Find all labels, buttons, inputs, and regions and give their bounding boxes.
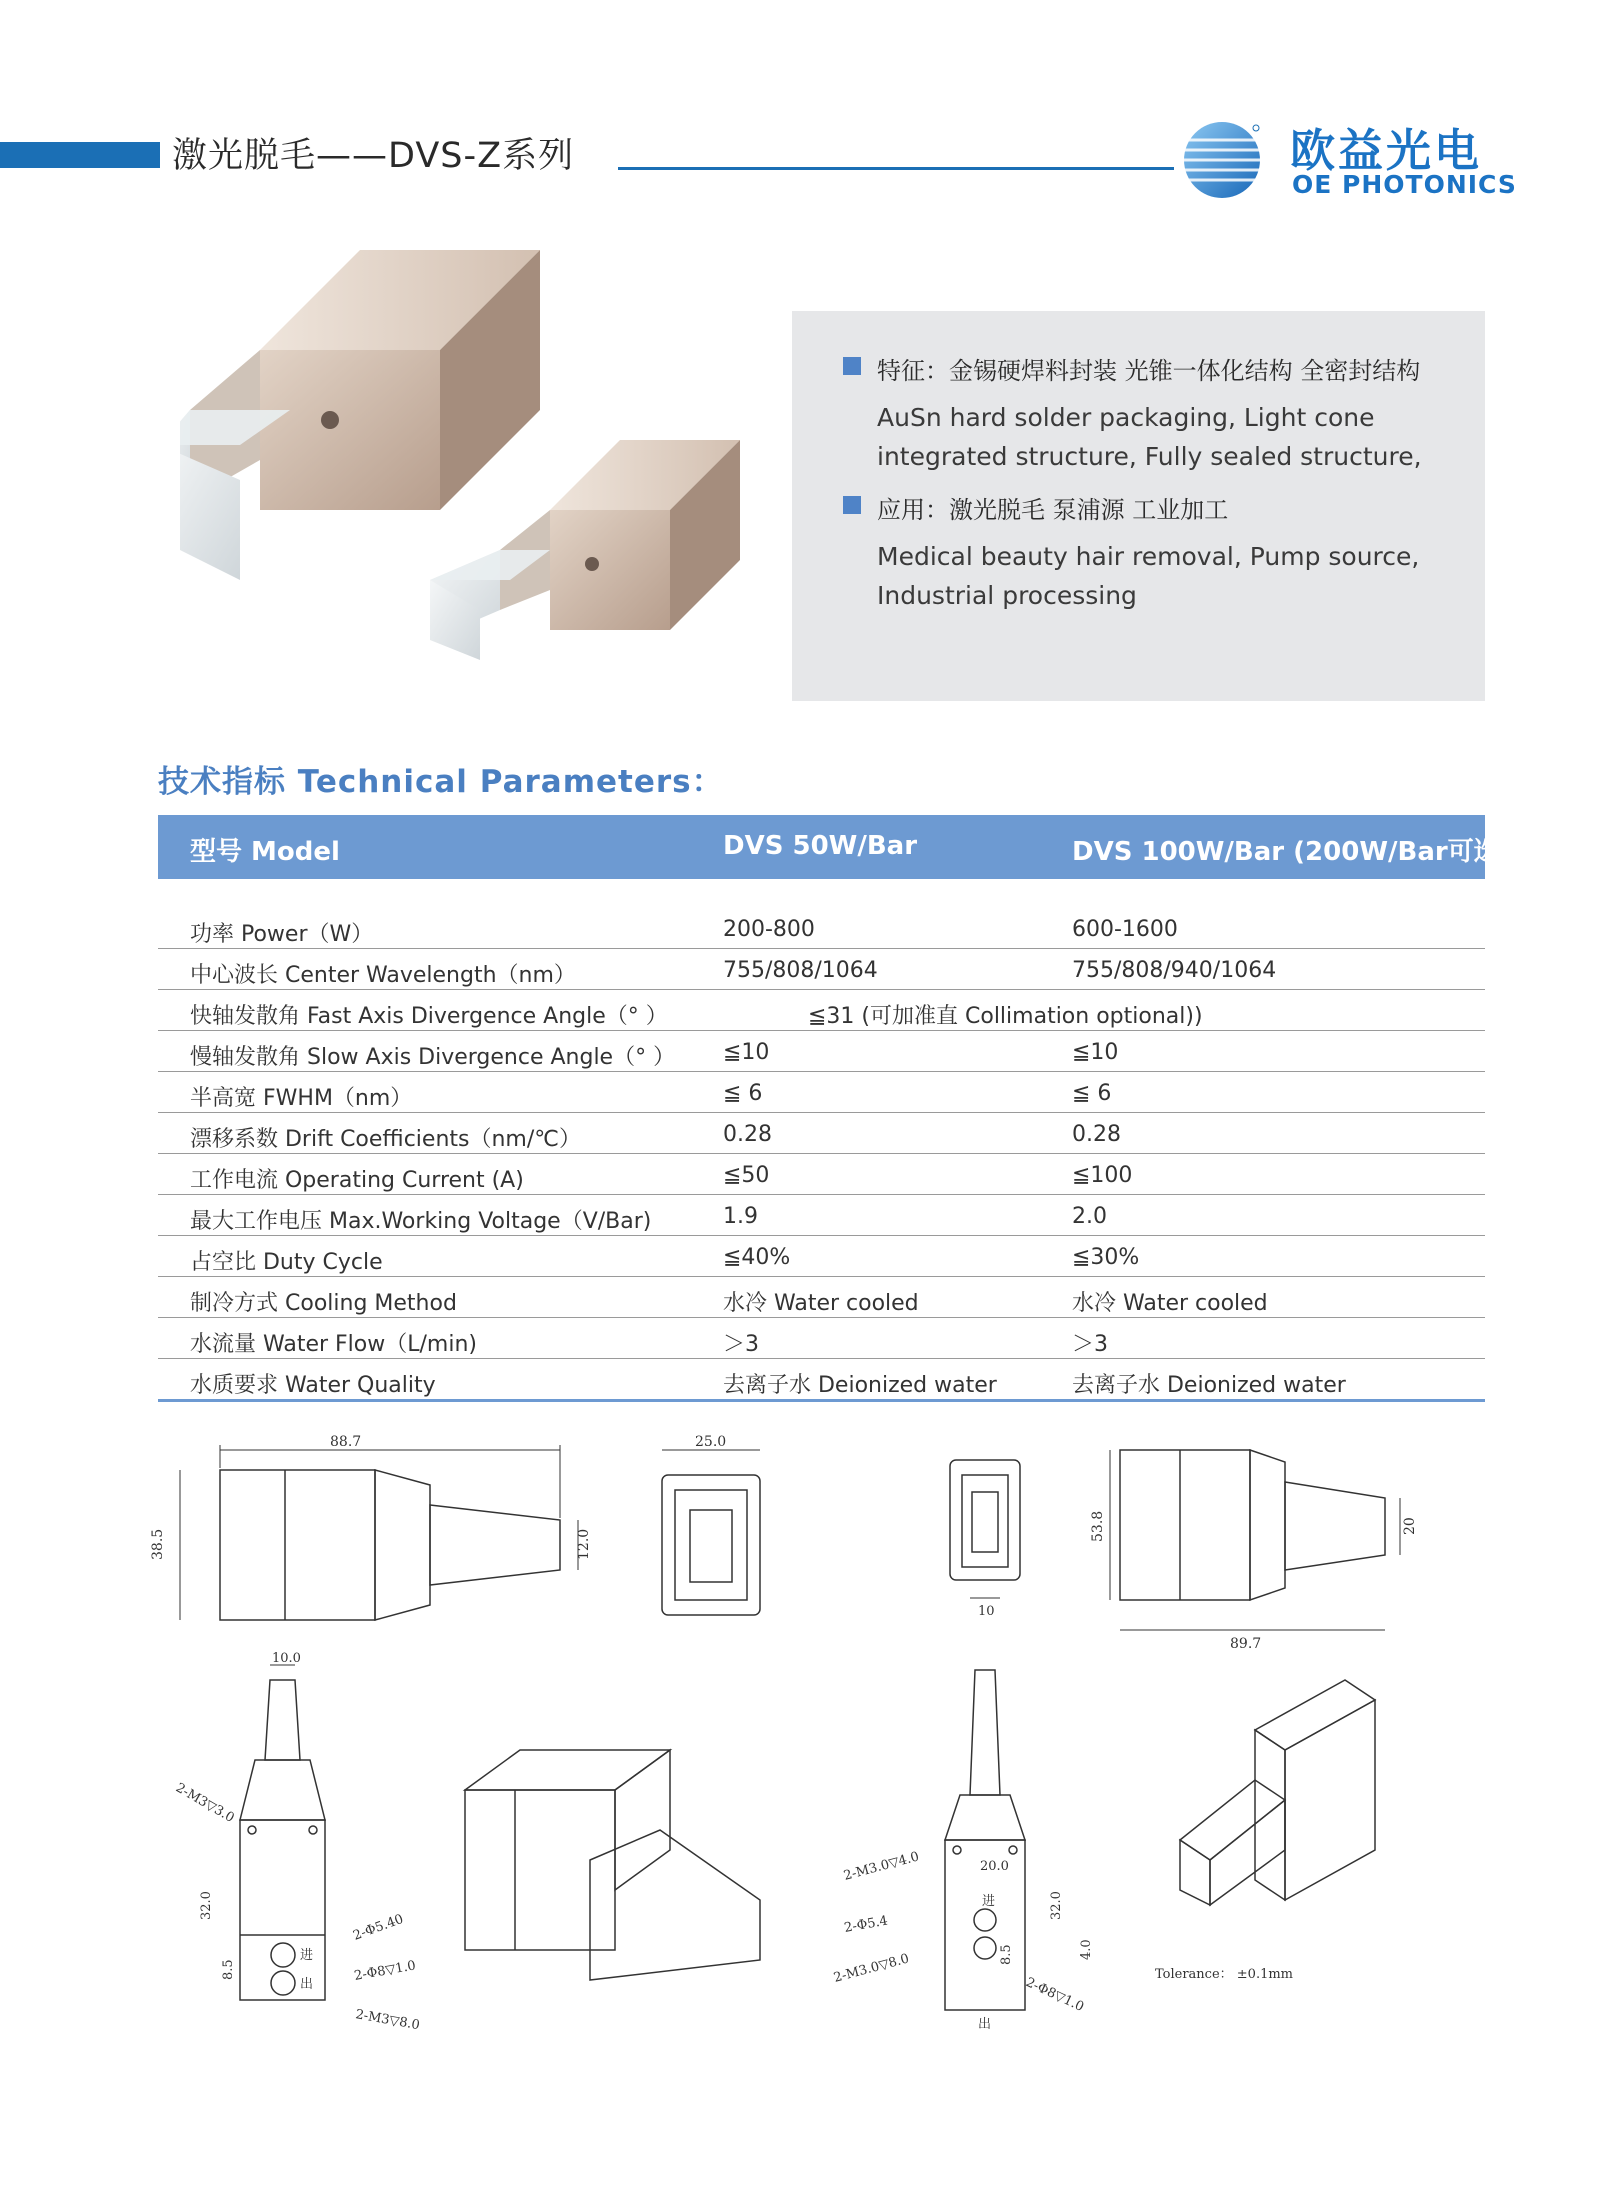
dim-width: 89.7 xyxy=(1230,1636,1262,1652)
table-cell-50w: 去离子水 Deionized water xyxy=(723,1373,997,1398)
dim-pitch: 8.5 xyxy=(999,1944,1014,1965)
technical-drawing-100w xyxy=(820,1420,1485,2040)
table-cell-param: 慢轴发散角 Slow Axis Divergence Angle（° ） xyxy=(190,1045,676,1070)
table-cell-50w: ≦40% xyxy=(723,1245,791,1270)
table-cell-param: 水流量 Water Flow（L/min) xyxy=(190,1332,477,1357)
table-row xyxy=(158,1031,1485,1072)
table-cell-100w: ≦ 6 xyxy=(1072,1081,1112,1106)
table-header-50w: DVS 50W/Bar xyxy=(723,831,918,861)
label-in: 进 xyxy=(982,1894,996,1909)
dim-vert: 32.0 xyxy=(199,1891,214,1920)
table-cell-100w: ＞3 xyxy=(1072,1332,1108,1357)
table-cell-50w: 1.9 xyxy=(723,1204,758,1229)
dim-tip: 12.0 xyxy=(576,1528,592,1560)
table-cell-50w: 0.28 xyxy=(723,1122,772,1147)
dim-span: 20.0 xyxy=(980,1859,1009,1874)
table-row xyxy=(158,1072,1485,1113)
table-row xyxy=(158,1236,1485,1277)
table-cell-param: 中心波长 Center Wavelength（nm） xyxy=(190,963,576,988)
table-cell-100w: 0.28 xyxy=(1072,1122,1121,1147)
table-cell-param: 半高宽 FWHM（nm） xyxy=(190,1086,413,1111)
table-row xyxy=(158,1277,1485,1318)
label-out: 出 xyxy=(300,1977,314,1992)
table-cell-100w: 2.0 xyxy=(1072,1204,1107,1229)
table-cell-100w: ≦30% xyxy=(1072,1245,1140,1270)
hole2-label: 2-Φ8▽1.0 xyxy=(1023,1975,1087,2015)
dim-tip: 20 xyxy=(1402,1517,1418,1535)
table-cell-param: 制冷方式 Cooling Method xyxy=(190,1291,457,1316)
table-cell-100w: ≦10 xyxy=(1072,1040,1119,1065)
table-cell-100w: ≦100 xyxy=(1072,1163,1133,1188)
table-cell-param: 漂移系数 Drift Coefficients（nm/℃） xyxy=(190,1127,581,1152)
product-photo xyxy=(180,250,740,670)
table-cell-100w: 去离子水 Deionized water xyxy=(1072,1373,1346,1398)
table-row xyxy=(158,990,1485,1031)
table-cell-50w: ＞3 xyxy=(723,1332,759,1357)
hole1-label: 2-Φ5.4 xyxy=(843,1913,890,1936)
logo-globe-icon xyxy=(1180,118,1264,202)
feature-2-en-line2: Industrial processing xyxy=(877,581,1137,610)
table-cell-50w: ≦50 xyxy=(723,1163,770,1188)
table-cell-param: 快轴发散角 Fast Axis Divergence Angle（° ） xyxy=(190,1004,668,1029)
dim-side: 4.0 xyxy=(1079,1939,1094,1960)
feature-bullet xyxy=(843,357,861,375)
hole1-label: 2-Φ5.40 xyxy=(351,1911,406,1944)
section-title: 技术指标 Technical Parameters： xyxy=(158,764,724,800)
table-cell-50w: 755/808/1064 xyxy=(723,958,878,983)
page-title: 激光脱毛——DVS-Z系列 xyxy=(172,136,575,176)
table-cell-50w: ≦ 6 xyxy=(723,1081,763,1106)
technical-drawing-50w xyxy=(150,1420,790,2040)
header-rule xyxy=(618,167,1174,170)
table-cell-param: 水质要求 Water Quality xyxy=(190,1373,436,1398)
dim-height: 53.8 xyxy=(1090,1510,1106,1542)
table-cell-100w: 水冷 Water cooled xyxy=(1072,1291,1268,1316)
table-cell-param: 占空比 Duty Cycle xyxy=(190,1250,383,1275)
table-row xyxy=(158,1318,1485,1359)
table-cell-50w: ≦10 xyxy=(723,1040,770,1065)
feature-2-cn: 应用：激光脱毛 泵浦源 工业加工 xyxy=(877,496,1229,524)
table-cell-50w: 水冷 Water cooled xyxy=(723,1291,919,1316)
label-in: 进 xyxy=(300,1948,314,1963)
dim-vert: 32.0 xyxy=(1049,1891,1064,1920)
table-cell-100w: 600-1600 xyxy=(1072,917,1178,942)
table-row xyxy=(158,1113,1485,1154)
mount-label-top: 2-M3.0▽4.0 xyxy=(842,1849,921,1884)
dim-width: 88.7 xyxy=(330,1434,362,1450)
mount-label-top: 2-M3▽3.0 xyxy=(173,1780,237,1826)
dim-front-width: 10 xyxy=(978,1604,995,1619)
feature-bullet xyxy=(843,496,861,514)
table-cell-merged: ≦31 (可加准直 Collimation optional)) xyxy=(808,1004,1203,1029)
table-header-model: 型号 Model xyxy=(190,837,340,867)
mount-label-bottom: 2-M3▽8.0 xyxy=(354,2007,421,2034)
logo-cn-text: 欧益光电 xyxy=(1290,124,1483,177)
table-header-100w: DVS 100W/Bar (200W/Bar可选 ) xyxy=(1072,837,1521,867)
mount-label-bottom: 2-M3.0▽8.0 xyxy=(832,1951,911,1986)
dim-front-width: 25.0 xyxy=(695,1434,727,1450)
feature-1-en-line2: integrated structure, Fully sealed structure, xyxy=(877,442,1422,471)
table-header xyxy=(158,815,1521,879)
table-row xyxy=(158,949,1485,990)
table-row xyxy=(158,908,1485,949)
table-cell-param: 工作电流 Operating Current (A) xyxy=(190,1168,524,1193)
table-cell-100w: 755/808/940/1064 xyxy=(1072,958,1277,983)
table-row xyxy=(158,1154,1485,1195)
table-row xyxy=(158,1359,1485,1402)
feature-2-en-line1: Medical beauty hair removal, Pump source, xyxy=(877,542,1420,571)
table-cell-param: 最大工作电压 Max.Working Voltage（V/Bar) xyxy=(190,1209,652,1234)
logo-en-text: OE PHOTONICS xyxy=(1292,170,1517,199)
feature-1-en-line1: AuSn hard solder packaging, Light cone xyxy=(877,403,1375,432)
tolerance-note: Tolerance： ±0.1mm xyxy=(1155,1967,1294,1982)
header-accent-bar xyxy=(0,142,160,168)
dim-pitch: 8.5 xyxy=(221,1959,236,1980)
hole2-label: 2-Φ8▽1.0 xyxy=(353,1958,418,1984)
feature-1-cn: 特征：金锡硬焊料封装 光锥一体化结构 全密封结构 xyxy=(877,357,1421,385)
dim-tip-width: 10.0 xyxy=(272,1651,301,1666)
table-cell-50w: 200-800 xyxy=(723,917,815,942)
table-cell-param: 功率 Power（W） xyxy=(190,922,374,947)
dim-height: 38.5 xyxy=(150,1528,166,1560)
table-row xyxy=(158,1195,1485,1236)
label-out: 出 xyxy=(978,2017,992,2032)
